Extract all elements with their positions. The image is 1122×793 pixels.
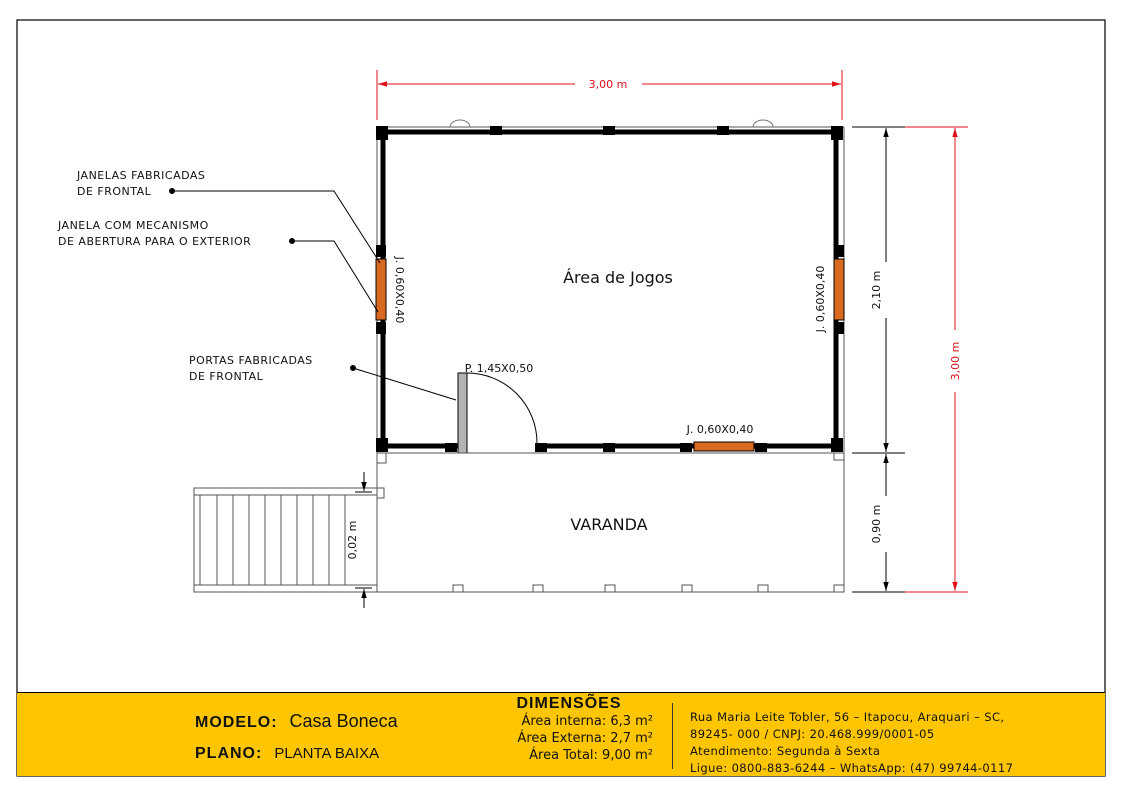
room-label: Área de Jogos <box>563 268 673 287</box>
door-leaf <box>458 373 467 453</box>
company-cep-cnpj: 89245- 000 / CNPJ: 20.468.999/0001-05 <box>690 727 935 741</box>
right-window <box>834 259 844 320</box>
dim-porch-height-label: 0,90 m <box>870 504 883 544</box>
note-mechanism-line2: DE ABERTURA PARA O EXTERIOR <box>58 235 252 248</box>
dim-top-width-label: 3,00 m <box>588 78 628 91</box>
area-total: Área Total: 9,00 m² <box>529 748 653 763</box>
company-info <box>690 709 1013 777</box>
door-label: P. 1,45X0,50 <box>464 362 534 375</box>
dimensions-title: DIMENSÕES <box>516 695 622 712</box>
company-contact: Ligue: 0800-883-6244 – WhatsApp: (47) 99744-0117 <box>690 761 1014 775</box>
company-hours: Atendimento: Segunda à Sexta <box>690 744 881 758</box>
title-block-divider <box>672 703 673 769</box>
right-window-label: J. 0,60X0,40 <box>814 265 827 333</box>
wall-posts <box>376 126 844 452</box>
left-window-label: J. 0,60X0,40 <box>393 256 406 324</box>
plano-label: PLANO: <box>195 745 263 762</box>
room-walls <box>381 132 839 448</box>
dim-room-height-label: 2,10 m <box>870 270 883 310</box>
title-block <box>17 692 1105 776</box>
note-windows-line2: DE FRONTAL <box>77 185 152 198</box>
bottom-window <box>694 442 754 451</box>
dim-total-height-label: 3,00 m <box>949 341 962 381</box>
modelo-value: Casa Boneca <box>289 711 398 731</box>
modelo-label: MODELO: <box>195 714 278 731</box>
door-swing-arc <box>467 373 537 443</box>
dimensions-block <box>479 695 659 764</box>
area-interna: Área interna: 6,3 m² <box>521 714 653 729</box>
note-doors-line1: PORTAS FABRICADAS <box>189 354 313 367</box>
room-outline <box>377 127 844 453</box>
plano-row <box>195 745 379 763</box>
top-wall-vents <box>450 120 773 127</box>
bottom-window-label: J. 0,60X0,40 <box>686 423 754 436</box>
porch-label: VARANDA <box>570 515 648 534</box>
area-externa: Área Externa: 2,7 m² <box>517 731 653 746</box>
note-doors-line2: DE FRONTAL <box>189 370 264 383</box>
modelo-row <box>195 711 398 732</box>
company-address: Rua Maria Leite Tobler, 56 – Itapocu, Araquari – SC, <box>690 710 1005 724</box>
note-windows-line1: JANELAS FABRICADAS <box>77 169 206 182</box>
leader-lines <box>170 189 457 401</box>
dim-stair-label: 0,02 m <box>346 520 359 560</box>
note-mechanism-line1: JANELA COM MECANISMO <box>58 219 209 232</box>
plano-value: PLANTA BAIXA <box>274 745 380 762</box>
